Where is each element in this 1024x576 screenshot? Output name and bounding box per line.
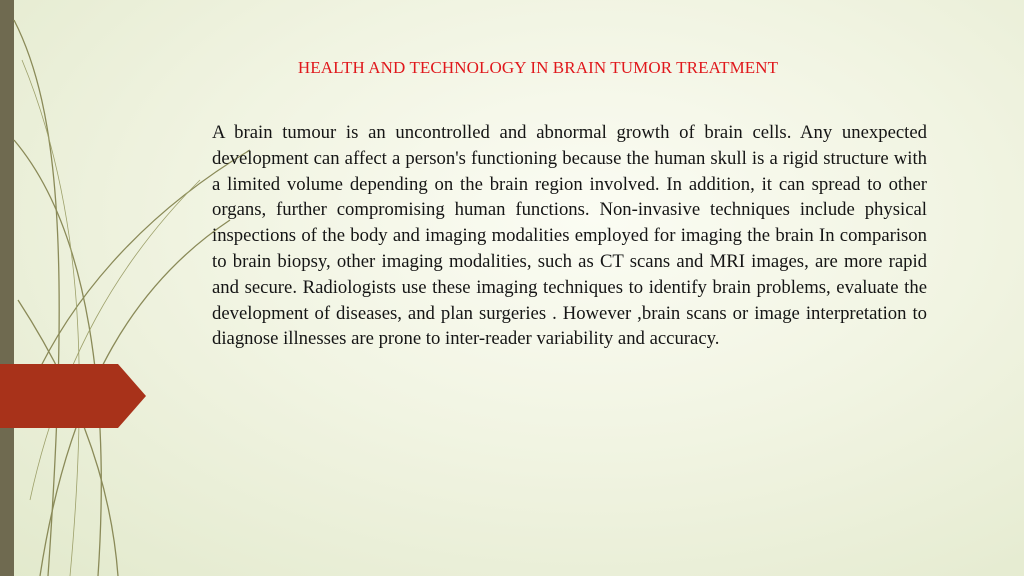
slide-body-text: A brain tumour is an uncontrolled and abnormal growth of brain cells. Any unexpected development can affect a person's functioning because the human skull is a rigid structure with a limited volume depending on the brain region involved. In addition, it can spread to other organs, further compromising human functions. Non-invasive techniques include physical inspections of the body and imaging modalities employed for imaging the brain In comparison to brain biopsy, other imaging modalities, such as CT scans and MRI images, are more rapid and secure. Radiologists use these imaging techniques to identify brain problems, evaluate the development of diseases, and plan surgeries . However ,brain scans or image interpretation to diagnose illnesses are prone to inter-reader variability and accuracy. bbox=[212, 122, 927, 350]
red-arrow-shape bbox=[0, 364, 150, 428]
slide-title: HEALTH AND TECHNOLOGY IN BRAIN TUMOR TREATMENT bbox=[297, 58, 779, 77]
